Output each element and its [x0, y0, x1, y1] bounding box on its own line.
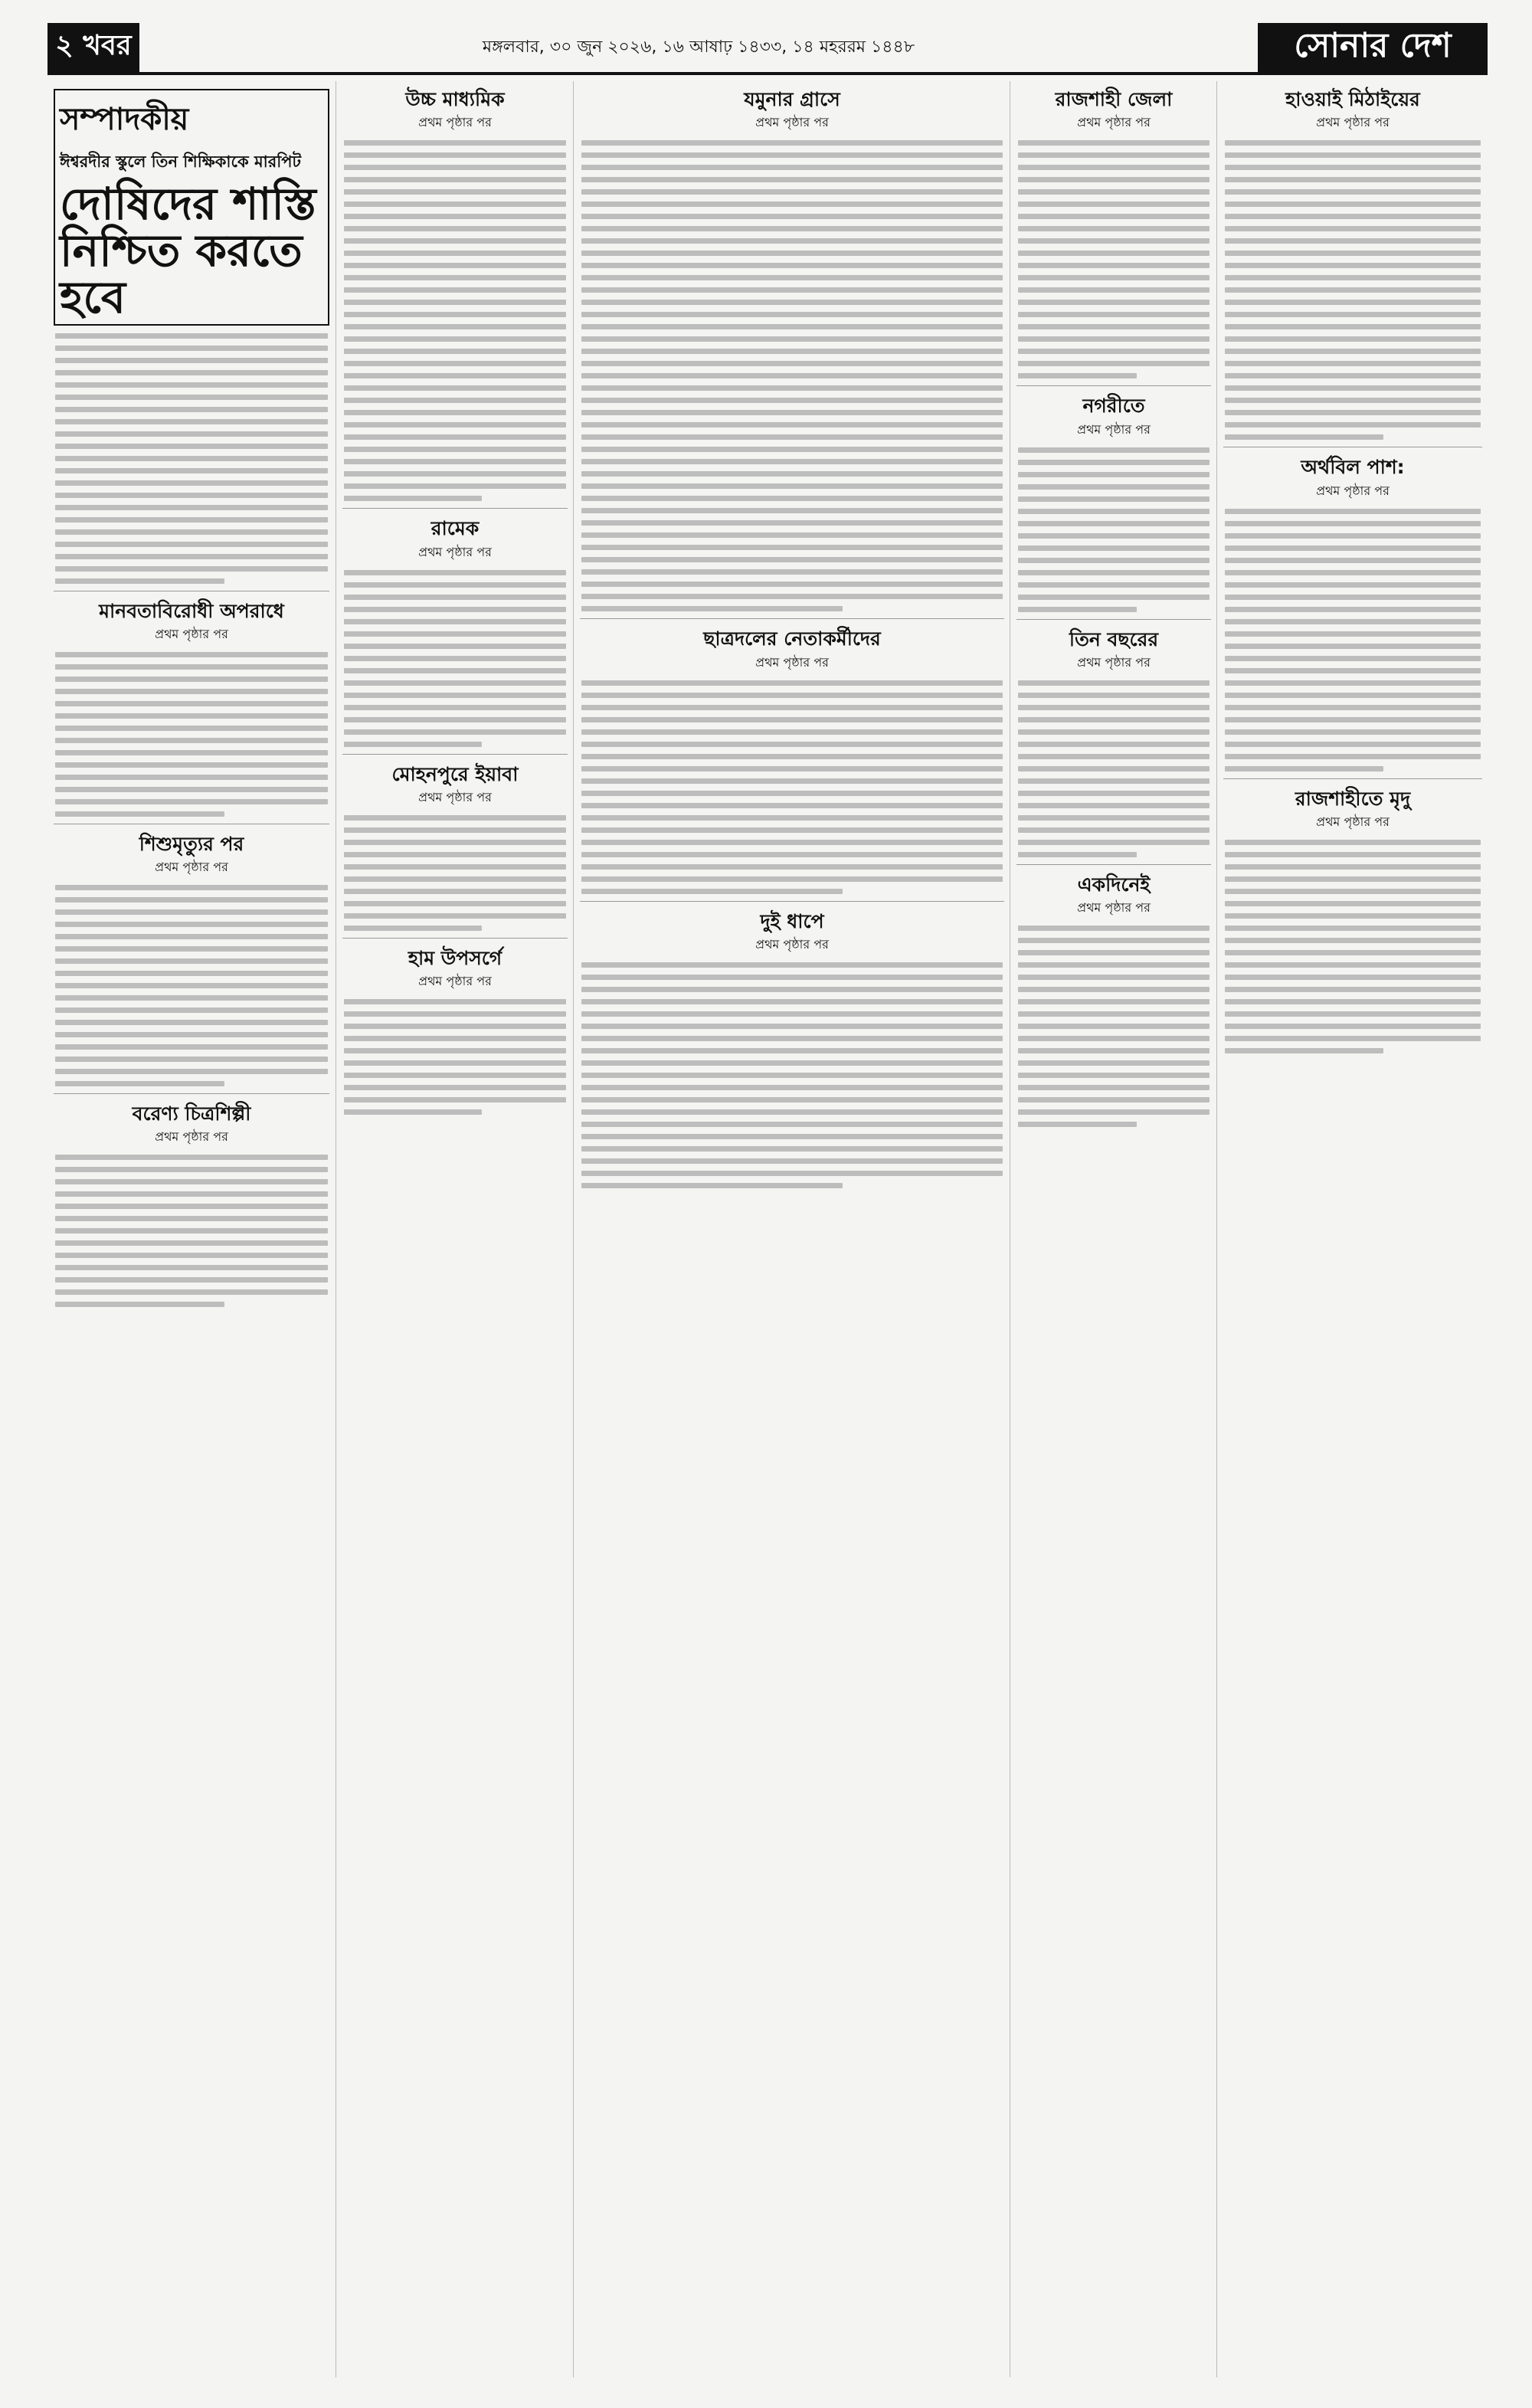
- continued-label: প্রথম পৃষ্ঠার পর: [1316, 115, 1390, 130]
- column-5: [1216, 81, 1488, 2377]
- continued-label: প্রথম পৃষ্ঠার পর: [755, 654, 829, 670]
- column-4: [1010, 81, 1217, 2377]
- continued-label: প্রথম পৃষ্ঠার পর: [418, 544, 492, 559]
- story-headline: দুই ধাপে: [760, 909, 824, 932]
- masthead: [47, 23, 1488, 75]
- continued-label: প্রথম পৃষ্ঠার পর: [155, 1129, 228, 1145]
- story-headline: নগরীতে: [1082, 395, 1145, 418]
- story-headline: রাজশাহীতে মৃদু: [1295, 787, 1411, 810]
- article-columns: [47, 81, 1488, 2377]
- column-1: [47, 81, 336, 2377]
- story-headline: ছাত্রদলের নেতাকর্মীদের: [703, 627, 881, 650]
- continued-label: প্রথম পৃষ্ঠার পর: [755, 115, 829, 130]
- story-headline: শিশুমৃত্যুর পর: [139, 832, 244, 855]
- story-headline: হাওয়াই মিঠাইয়ের: [1285, 88, 1420, 110]
- story-headline: রাজশাহী জেলা: [1055, 88, 1173, 110]
- continued-label: প্রথম পৃষ্ঠার পর: [155, 860, 228, 875]
- continued-label: প্রথম পৃষ্ঠার পর: [1077, 115, 1151, 130]
- editorial-body: [55, 333, 328, 584]
- dateline: মঙ্গলবার, ৩০ জুন ২০২৬, ১৬ আষাঢ় ১৪৩৩, ১৪ মহররম ১৪৪৮: [482, 37, 915, 57]
- continued-label: প্রথম পৃষ্ঠার পর: [1077, 654, 1151, 670]
- continued-label: প্রথম পৃষ্ঠার পর: [418, 115, 492, 130]
- editorial-kicker: ঈশ্বরদীর স্কুলে তিন শিক্ষিকাকে মারপিট: [60, 152, 301, 171]
- story-headline: উচ্চ মাধ্যমিক: [405, 88, 505, 110]
- continued-label: প্রথম পৃষ্ঠার পর: [1316, 483, 1390, 498]
- page-label: ২ খবর: [47, 23, 139, 72]
- editorial-label: সম্পাদকীয়: [60, 101, 189, 137]
- continued-label: প্রথম পৃষ্ঠার পর: [1077, 900, 1151, 915]
- continued-label: প্রথম পৃষ্ঠার পর: [155, 626, 228, 641]
- story-headline: রামেক: [430, 517, 480, 540]
- story-headline: হাম উপসর্গে: [408, 946, 502, 969]
- column-3: [573, 81, 1010, 2377]
- story-headline: বরেণ্য চিত্রশিল্পী: [132, 1102, 251, 1125]
- story-headline: মানবতাবিরোধী অপরাধে: [99, 599, 284, 622]
- story-headline: তিন বছরের: [1069, 627, 1159, 650]
- continued-label: প্রথম পৃষ্ঠার পর: [1077, 421, 1151, 437]
- story-headline: যমুনার গ্রাসে: [744, 88, 840, 110]
- continued-label: প্রথম পৃষ্ঠার পর: [1316, 814, 1390, 829]
- paper-name: সোনার দেশ: [1258, 23, 1488, 72]
- story-headline: অর্থবিল পাশ:: [1301, 456, 1405, 479]
- continued-label: প্রথম পৃষ্ঠার পর: [418, 974, 492, 988]
- editorial-headline: দোষিদের শাস্তি নিশ্চিত করতে হবে: [60, 178, 316, 323]
- editorial: [54, 89, 329, 326]
- continued-label: প্রথম পৃষ্ঠার পর: [755, 936, 829, 952]
- story-headline: একদিনেই: [1077, 873, 1151, 896]
- story-headline: মোহনপুরে ইয়াবা: [391, 762, 519, 785]
- column-2: [336, 81, 574, 2377]
- continued-label: প্রথম পৃষ্ঠার পর: [418, 789, 492, 804]
